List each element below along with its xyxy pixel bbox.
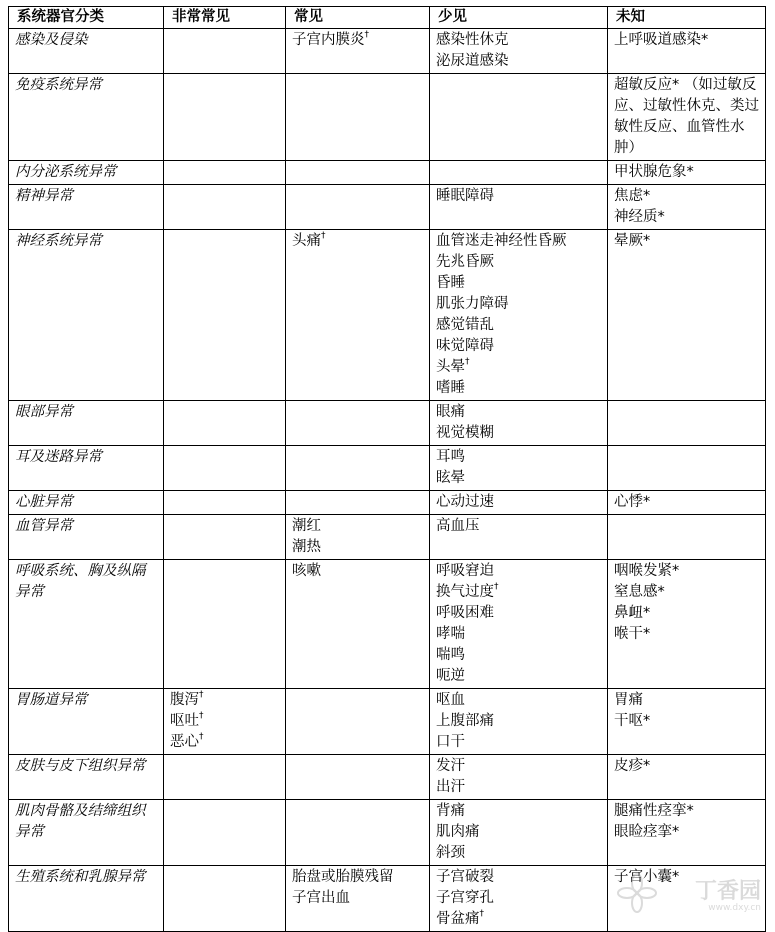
term-line <box>614 711 759 732</box>
term-text: 泌尿道感染 <box>436 53 509 69</box>
term-text: 呕吐 <box>170 713 199 729</box>
term-line <box>436 294 601 315</box>
term-line <box>436 468 601 489</box>
uncommon-cell <box>430 800 608 866</box>
term-text: 咽喉发紧* <box>614 563 680 579</box>
uncommon-cell <box>430 515 608 560</box>
term-line <box>436 690 601 711</box>
term-text: 出汗 <box>436 779 465 795</box>
table-row <box>9 755 766 800</box>
category-cell: 内分泌系统异常 <box>9 161 164 185</box>
term-text: 胃痛 <box>614 692 643 708</box>
common-cell <box>286 515 430 560</box>
very-common-cell <box>164 29 286 74</box>
term-line <box>436 186 601 207</box>
term-line <box>170 711 279 732</box>
term-text: 焦虑* <box>614 188 651 204</box>
term-text: 子宫小囊* <box>614 869 680 885</box>
term-line <box>436 231 601 252</box>
very-common-cell <box>164 185 286 230</box>
unknown-cell <box>608 230 766 401</box>
very-common-cell <box>164 401 286 446</box>
term-text: 视觉模糊 <box>436 425 494 441</box>
term-line <box>436 423 601 444</box>
category-cell: 生殖系统和乳腺异常 <box>9 866 164 932</box>
dagger-marker: † <box>479 909 484 920</box>
term-line <box>436 378 601 399</box>
term-text: 感觉错乱 <box>436 317 494 333</box>
watermark-logo-icon <box>617 873 657 913</box>
term-text: 肌张力障碍 <box>436 296 509 312</box>
uncommon-cell <box>430 401 608 446</box>
term-text: 子宫破裂 <box>436 869 494 885</box>
table-row <box>9 401 766 446</box>
category-cell: 胃肠道异常 <box>9 689 164 755</box>
common-cell <box>286 755 430 800</box>
very-common-cell <box>164 866 286 932</box>
header-uncommon: 少见 <box>430 7 608 29</box>
uncommon-cell <box>430 230 608 401</box>
dagger-marker: † <box>364 30 369 41</box>
term-text: 潮热 <box>292 539 321 555</box>
term-text: 背痛 <box>436 803 465 819</box>
unknown-cell <box>608 161 766 185</box>
term-text: 腿痛性痉挛* <box>614 803 694 819</box>
term-text: 眩晕 <box>436 470 465 486</box>
term-text: 子宫内膜炎 <box>292 32 365 48</box>
category-cell: 感染及侵染 <box>9 29 164 74</box>
table-body <box>9 29 766 932</box>
term-line <box>614 492 759 513</box>
term-text: 感染性休克 <box>436 32 509 48</box>
term-line <box>614 690 759 711</box>
table-row <box>9 689 766 755</box>
term-text: 味觉障碍 <box>436 338 494 354</box>
category-cell: 血管异常 <box>9 515 164 560</box>
category-cell: 神经系统异常 <box>9 230 164 401</box>
unknown-cell <box>608 689 766 755</box>
term-line <box>614 582 759 603</box>
table-row <box>9 230 766 401</box>
watermark-url: www.dxy.cn <box>708 903 761 913</box>
unknown-cell <box>608 755 766 800</box>
table-row <box>9 161 766 185</box>
very-common-cell <box>164 446 286 491</box>
term-line <box>436 666 601 687</box>
term-text: 晕厥* <box>614 233 651 249</box>
dagger-marker: † <box>465 357 470 368</box>
term-text: 子宫穿孔 <box>436 890 494 906</box>
very-common-cell <box>164 491 286 515</box>
term-line <box>292 888 423 909</box>
term-line <box>436 822 601 843</box>
term-line <box>436 492 601 513</box>
dagger-marker: † <box>199 690 204 701</box>
category-cell: 心脏异常 <box>9 491 164 515</box>
term-line <box>436 51 601 72</box>
common-cell <box>286 446 430 491</box>
watermark-name: 丁香园 <box>694 879 761 904</box>
term-line <box>436 756 601 777</box>
term-line <box>292 867 423 888</box>
term-text: 鼻衄* <box>614 605 651 621</box>
term-text: 上腹部痛 <box>436 713 494 729</box>
header-unknown: 未知 <box>608 7 766 29</box>
dagger-marker: † <box>199 711 204 722</box>
common-cell <box>286 689 430 755</box>
category-cell: 免疫系统异常 <box>9 74 164 161</box>
term-text: 腹泻 <box>170 692 199 708</box>
term-line <box>614 822 759 843</box>
common-cell <box>286 800 430 866</box>
table-row <box>9 515 766 560</box>
term-line <box>614 30 759 51</box>
term-text: 口干 <box>436 734 465 750</box>
term-text: 哮喘 <box>436 626 465 642</box>
term-line <box>614 75 759 159</box>
dagger-marker: † <box>321 231 326 242</box>
unknown-cell <box>608 29 766 74</box>
header-system-organ-class: 系统器官分类 <box>9 7 164 29</box>
common-cell <box>286 230 430 401</box>
unknown-cell <box>608 800 766 866</box>
term-text: 换气过度 <box>436 584 494 600</box>
term-line <box>436 357 601 378</box>
table-row <box>9 185 766 230</box>
term-text: 发汗 <box>436 758 465 774</box>
term-line <box>436 315 601 336</box>
uncommon-cell <box>430 185 608 230</box>
uncommon-cell <box>430 161 608 185</box>
common-cell <box>286 161 430 185</box>
term-text: 潮红 <box>292 518 321 534</box>
term-line <box>292 561 423 582</box>
term-text: 呕血 <box>436 692 465 708</box>
very-common-cell <box>164 755 286 800</box>
term-text: 呃逆 <box>436 668 465 684</box>
unknown-cell <box>608 491 766 515</box>
unknown-cell <box>608 560 766 689</box>
term-text: 呼吸窘迫 <box>436 563 494 579</box>
very-common-cell <box>164 230 286 401</box>
term-line <box>614 186 759 207</box>
term-text: 心悸* <box>614 494 651 510</box>
common-cell <box>286 74 430 161</box>
term-line <box>436 888 601 909</box>
unknown-cell <box>608 401 766 446</box>
term-line <box>436 447 601 468</box>
adverse-reactions-table <box>8 6 766 932</box>
term-text: 头痛 <box>292 233 321 249</box>
category-cell: 耳及迷路异常 <box>9 446 164 491</box>
term-text: 子宫出血 <box>292 890 350 906</box>
table-row <box>9 491 766 515</box>
uncommon-cell <box>430 560 608 689</box>
term-line <box>292 537 423 558</box>
term-text: 高血压 <box>436 518 480 534</box>
term-line <box>614 207 759 228</box>
table-row <box>9 74 766 161</box>
term-text: 昏睡 <box>436 275 465 291</box>
dagger-marker: † <box>494 582 499 593</box>
term-line <box>436 603 601 624</box>
common-cell <box>286 29 430 74</box>
very-common-cell <box>164 560 286 689</box>
term-text: 头晕 <box>436 359 465 375</box>
uncommon-cell <box>430 74 608 161</box>
term-text: 嗜睡 <box>436 380 465 396</box>
term-text: 甲状腺危象* <box>614 164 694 180</box>
term-text: 上呼吸道感染* <box>614 32 709 48</box>
term-text: 睡眠障碍 <box>436 188 494 204</box>
very-common-cell <box>164 515 286 560</box>
common-cell <box>286 560 430 689</box>
term-text: 喉干* <box>614 626 651 642</box>
category-cell: 精神异常 <box>9 185 164 230</box>
uncommon-cell <box>430 491 608 515</box>
term-line <box>614 801 759 822</box>
common-cell <box>286 185 430 230</box>
term-line <box>436 273 601 294</box>
term-line <box>614 162 759 183</box>
term-text: 神经质* <box>614 209 665 225</box>
very-common-cell <box>164 161 286 185</box>
term-line <box>436 867 601 888</box>
term-line <box>436 252 601 273</box>
term-line <box>614 603 759 624</box>
term-text: 骨盆痛 <box>436 911 480 927</box>
term-line <box>436 711 601 732</box>
uncommon-cell <box>430 689 608 755</box>
term-line <box>436 624 601 645</box>
category-cell: 肌肉骨骼及结缔组织异常 <box>9 800 164 866</box>
term-text: 血管迷走神经性昏厥 <box>436 233 567 249</box>
term-line <box>292 516 423 537</box>
unknown-cell <box>608 515 766 560</box>
term-line <box>614 561 759 582</box>
table-row <box>9 800 766 866</box>
uncommon-cell <box>430 866 608 932</box>
term-text: 眼痛 <box>436 404 465 420</box>
term-text: 先兆昏厥 <box>436 254 494 270</box>
term-line <box>436 336 601 357</box>
category-cell: 皮肤与皮下组织异常 <box>9 755 164 800</box>
term-line <box>436 516 601 537</box>
term-text: 胎盘或胎膜残留 <box>292 869 394 885</box>
term-line <box>614 756 759 777</box>
unknown-cell <box>608 185 766 230</box>
term-text: 干呕* <box>614 713 651 729</box>
very-common-cell <box>164 689 286 755</box>
term-line <box>436 732 601 753</box>
term-text: 皮疹* <box>614 758 651 774</box>
category-cell: 眼部异常 <box>9 401 164 446</box>
term-text: 肌肉痛 <box>436 824 480 840</box>
term-line <box>436 777 601 798</box>
term-text: 超敏反应* （如过敏反应、过敏性休克、类过敏性反应、血管性水肿） <box>614 77 759 156</box>
term-line <box>436 30 601 51</box>
table-row <box>9 29 766 74</box>
term-line <box>170 732 279 753</box>
term-text: 咳嗽 <box>292 563 321 579</box>
common-cell <box>286 401 430 446</box>
term-line <box>170 690 279 711</box>
unknown-cell <box>608 446 766 491</box>
term-text: 斜颈 <box>436 845 465 861</box>
dagger-marker: † <box>199 732 204 743</box>
table-row <box>9 446 766 491</box>
header-very-common: 非常常见 <box>164 7 286 29</box>
category-cell: 呼吸系统、胸及纵隔异常 <box>9 560 164 689</box>
term-line <box>436 801 601 822</box>
header-row <box>9 7 766 29</box>
uncommon-cell <box>430 755 608 800</box>
term-text: 恶心 <box>170 734 199 750</box>
term-line <box>292 231 423 252</box>
term-line <box>292 30 423 51</box>
term-line <box>436 645 601 666</box>
table-row <box>9 560 766 689</box>
very-common-cell <box>164 800 286 866</box>
term-line <box>436 402 601 423</box>
term-line <box>436 909 601 930</box>
common-cell <box>286 866 430 932</box>
term-text: 喘鸣 <box>436 647 465 663</box>
term-text: 心动过速 <box>436 494 494 510</box>
term-line <box>436 561 601 582</box>
unknown-cell <box>608 74 766 161</box>
common-cell <box>286 491 430 515</box>
term-line <box>614 231 759 252</box>
term-line <box>436 843 601 864</box>
uncommon-cell <box>430 446 608 491</box>
term-text: 窒息感* <box>614 584 665 600</box>
header-common: 常见 <box>286 7 430 29</box>
term-text: 眼睑痉挛* <box>614 824 680 840</box>
term-text: 呼吸困难 <box>436 605 494 621</box>
term-text: 耳鸣 <box>436 449 465 465</box>
term-line <box>614 624 759 645</box>
term-line <box>436 582 601 603</box>
uncommon-cell <box>430 29 608 74</box>
very-common-cell <box>164 74 286 161</box>
